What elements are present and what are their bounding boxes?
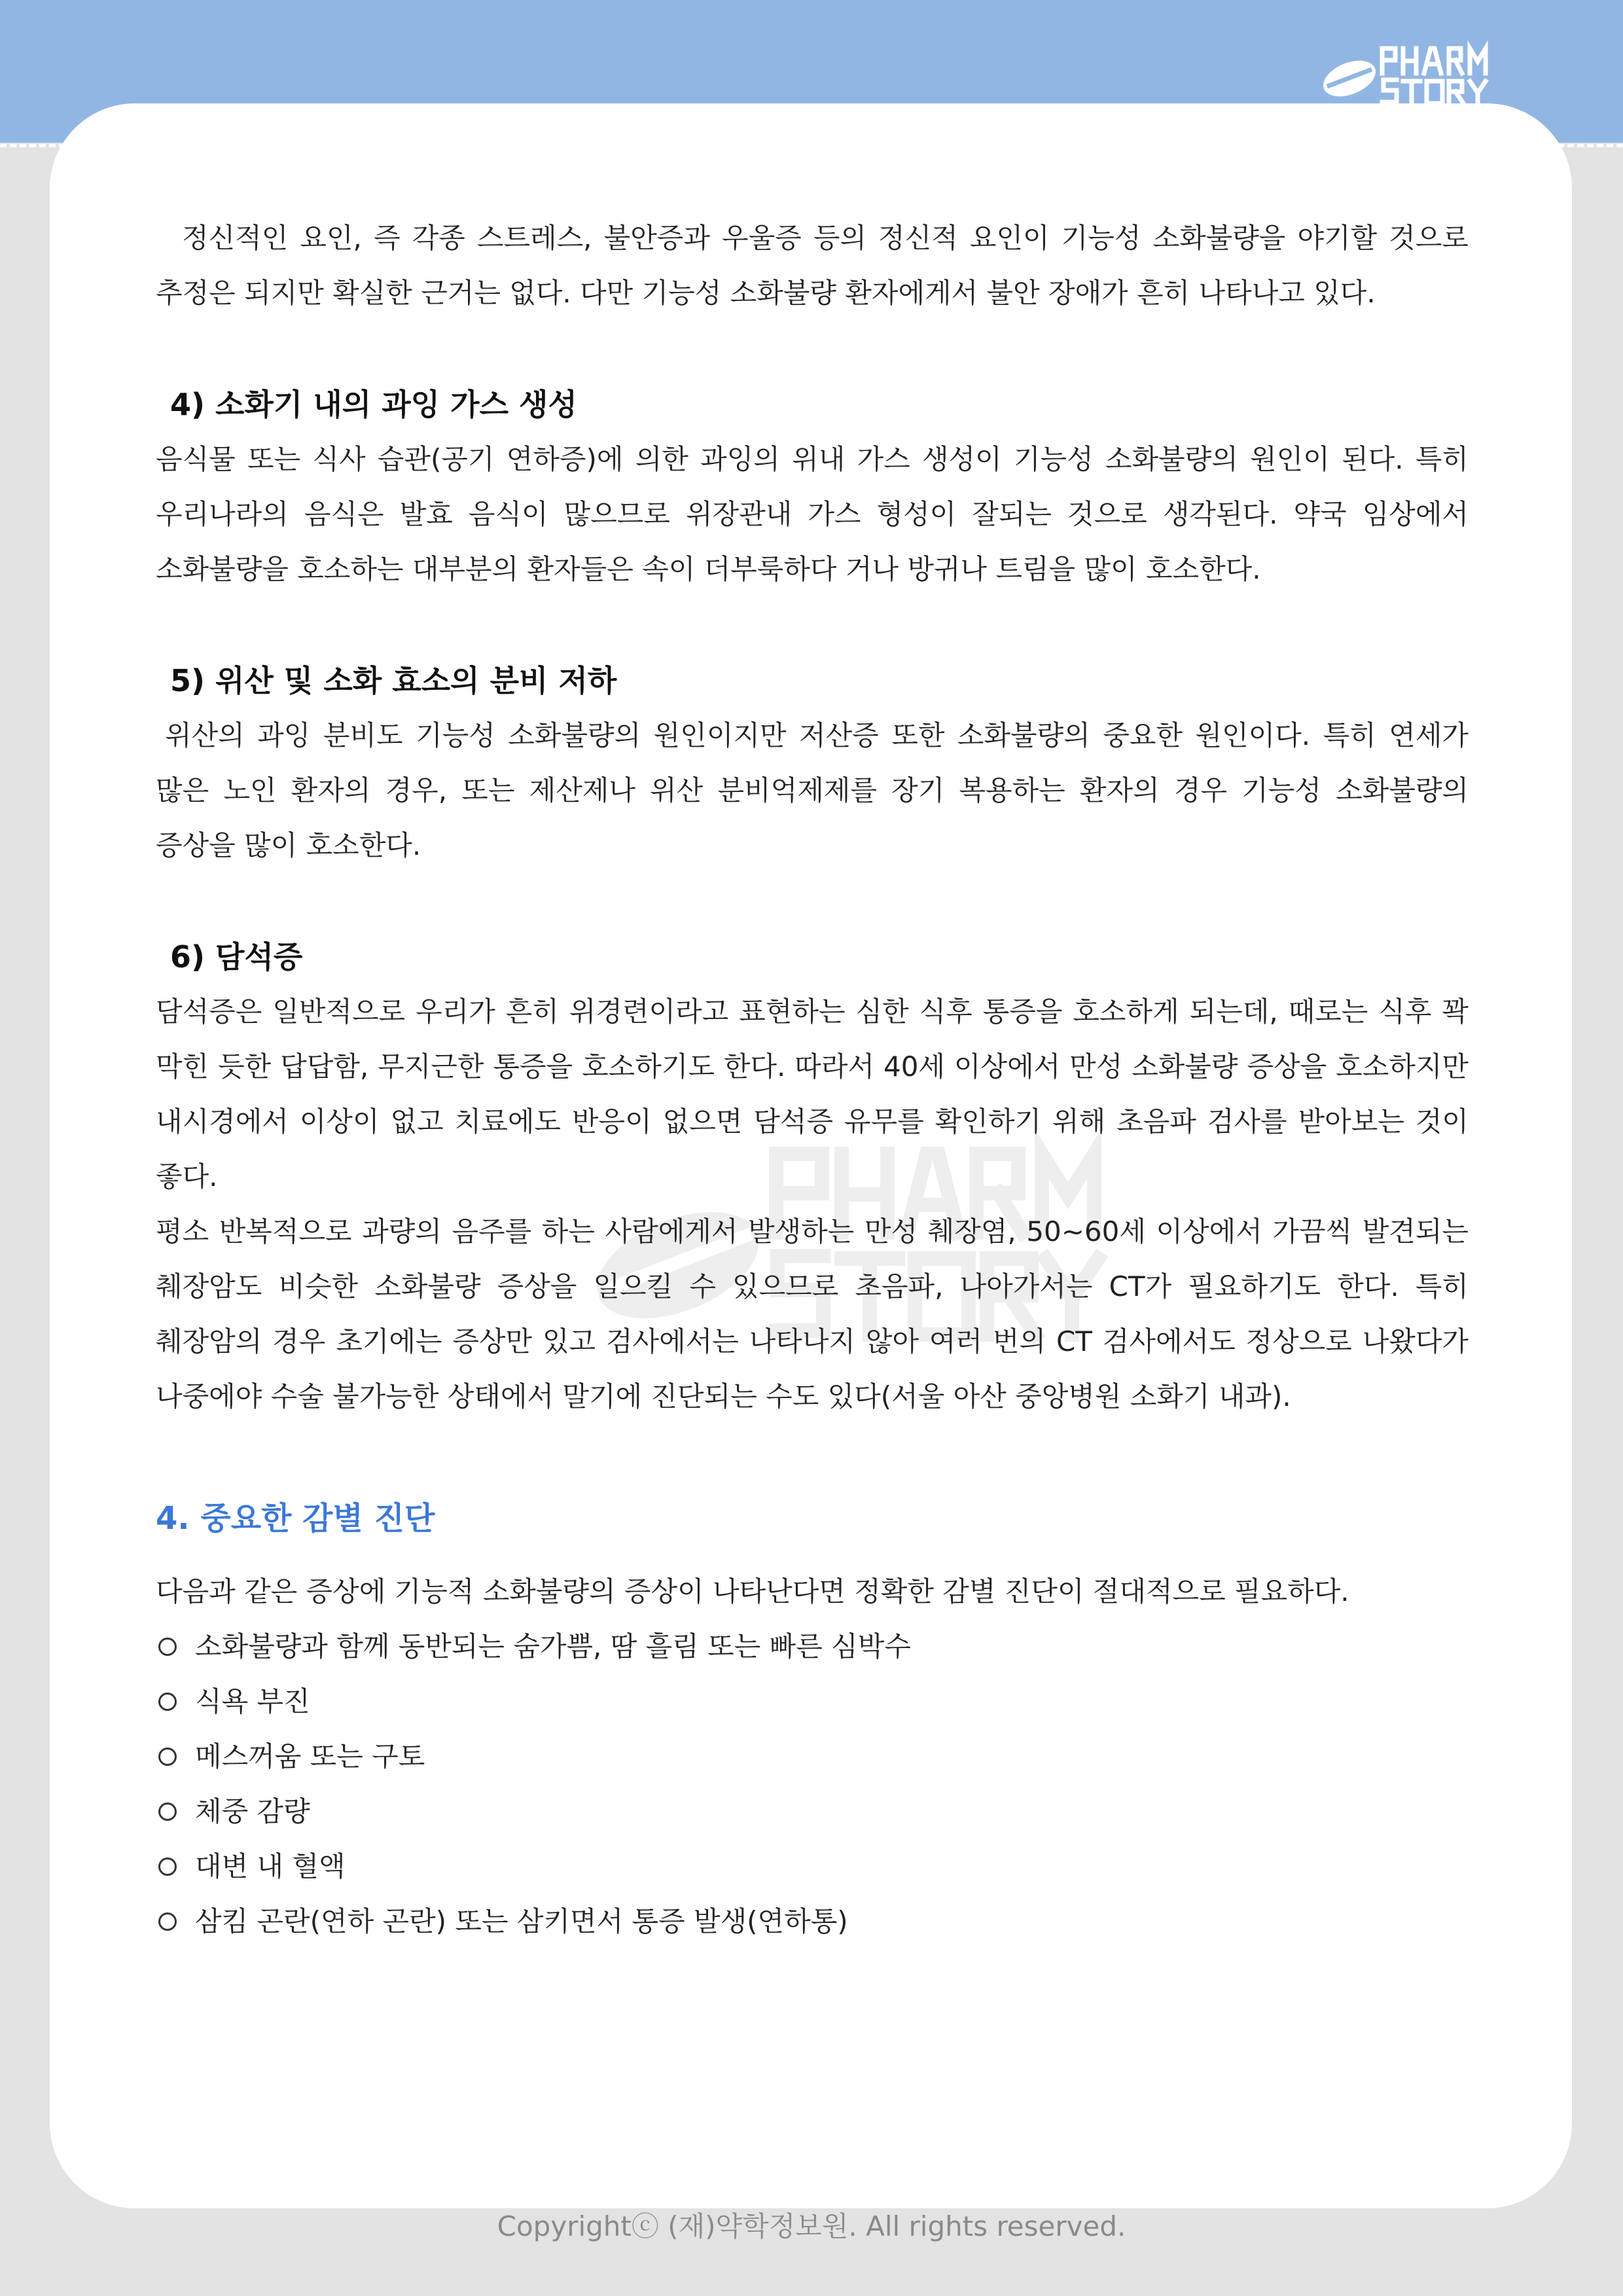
intro-paragraph: 정신적인 요인, 즉 각종 스트레스, 불안증과 우울증 등의 정신적 요인이 기능성 소화불량을 야기할 것으로 추정은 되지만 확실한 근거는 없다. 다만 기능성 소화불량 환자에게서 불안 장애가 흔히 나타나고 있다. bbox=[156, 222, 1469, 309]
paragraph-pancreatitis: 평소 반복적으로 과량의 음주를 하는 사람에게서 발생하는 만성 췌장염, 50~60세 이상에서 가끔씩 발견되는 췌장암도 비슷한 소화불량 증상을 일으킬 수 있으므로 초음파, 나아가서는 CT가 필요하기도 한다. 특히 췌장암의 경우 초기에는 증상만 있고 검사에서는 나타나지 않아 여러 번의 CT 검사에서도 정상으로 나왔다가 나중에야 수술 불가능한 상태에서 말기에 진단되는 수도 있다(서울 아산 중앙병원 소화기 내과). bbox=[156, 1215, 1469, 1412]
list-item: 메스꺼움 또는 구토 bbox=[156, 1729, 1469, 1784]
circle-bullet-icon bbox=[158, 1803, 177, 1821]
circle-bullet-icon bbox=[158, 1912, 177, 1931]
circle-bullet-icon bbox=[158, 1693, 177, 1711]
list-item: 체중 감량 bbox=[156, 1784, 1469, 1839]
symptom-list bbox=[156, 1619, 1469, 1949]
copyright-footer: Copyrightⓒ (재)약학정보원. All rights reserved. bbox=[497, 2210, 1126, 2242]
circle-bullet-icon bbox=[158, 1748, 177, 1766]
pharm-story-logo bbox=[1315, 39, 1525, 111]
list-item: 대변 내 혈액 bbox=[156, 1839, 1469, 1894]
list-item: 삼킴 곤란(연하 곤란) 또는 삼키면서 통증 발생(연하통) bbox=[156, 1894, 1469, 1949]
heading-gallstones: 6) 담석증 bbox=[170, 939, 303, 975]
list-item: 소화불량과 함께 동반되는 숨가쁨, 땀 흘림 또는 빠른 심박수 bbox=[156, 1619, 1469, 1674]
list-item: 식욕 부진 bbox=[156, 1674, 1469, 1729]
paragraph-acid-secretion: 위산의 과잉 분비도 기능성 소화불량의 원인이지만 저산증 또한 소화불량의 중요한 원인이다. 특히 연세가 많은 노인 환자의 경우, 또는 제산제나 위산 분비억제제를 장기 복용하는 환자의 경우 기능성 소화불량의 증상을 많이 호소한다. bbox=[156, 719, 1469, 861]
circle-bullet-icon bbox=[158, 1638, 177, 1656]
paragraph-excess-gas: 음식물 또는 식사 습관(공기 연하증)에 의한 과잉의 위내 가스 생성이 기능성 소화불량의 원인이 된다. 특히 우리나라의 음식은 발효 음식이 많으므로 위장관내 가스 형성이 잘되는 것으로 생각된다. 약국 임상에서 소화불량을 호소하는 대부분의 환자들은 속이 더부룩하다 거나 방귀나 트림을 많이 호소한다. bbox=[156, 443, 1469, 585]
heading-differential-diagnosis: 4. 중요한 감별 진단 bbox=[156, 1500, 435, 1537]
circle-bullet-icon bbox=[158, 1857, 177, 1876]
content-card bbox=[50, 103, 1572, 2208]
document-body bbox=[156, 211, 1469, 1949]
heading-excess-gas: 4) 소화기 내의 과잉 가스 생성 bbox=[170, 387, 577, 422]
paragraph-gallstones: 담석증은 일반적으로 우리가 흔히 위경련이라고 표현하는 심한 식후 통증을 호소하게 되는데, 때로는 식후 꽉 막힌 듯한 답답함, 무지근한 통증을 호소하기도 한다. 따라서 40세 이상에서 만성 소화불량 증상을 호소하지만 내시경에서 이상이 없고 치료에도 반응이 없으면 담석증 유무를 확인하기 위해 초음파 검사를 받아보는 것이 좋다. bbox=[156, 996, 1469, 1193]
paragraph-differential-intro: 다음과 같은 증상에 기능적 소화불량의 증상이 나타난다면 정확한 감별 진단이 절대적으로 필요하다. bbox=[156, 1575, 1349, 1607]
heading-acid-secretion: 5) 위산 및 소화 효소의 분비 저하 bbox=[170, 663, 617, 698]
